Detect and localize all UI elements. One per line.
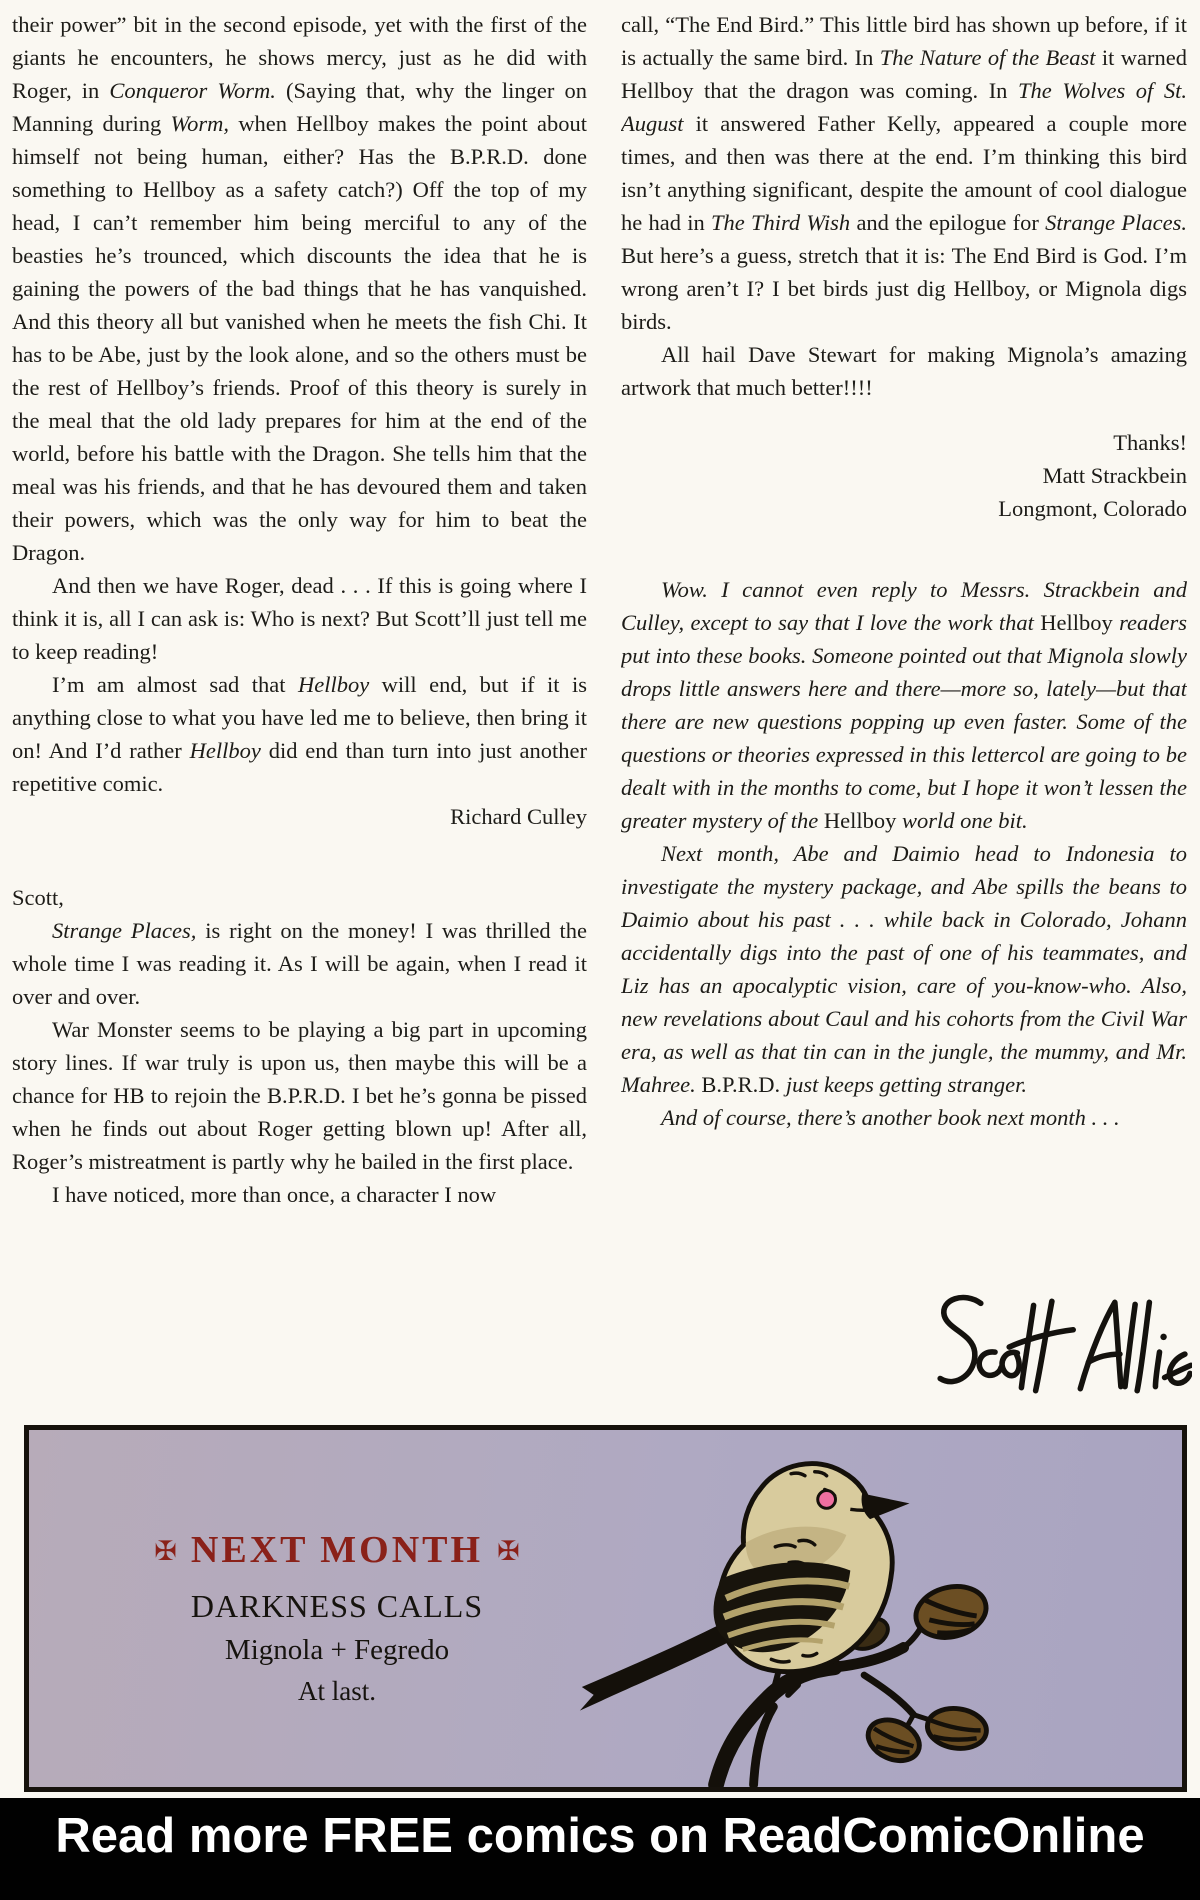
next-month-title: NEXT MONTH — [190, 1529, 484, 1571]
paragraph: Strange Places, is right on the money! I was thrilled the whole time I was reading it. As I will be again, when I read it over and over. — [12, 918, 587, 1009]
paragraph: Matt Strackbein — [1042, 463, 1187, 488]
paragraph: I’m am almost sad that Hellboy will end, but if it is anything close to what you have led me to believe, then bring it on! And I’d rather Hellboy did end than turn into just another repetitive comic. — [12, 672, 587, 796]
paragraph: War Monster seems to be playing a big part in upcoming story lines. If war truly is upon us, then maybe this will be a chance for HB to rejoin the B.P.R.D. I bet he’s gonna be pissed when he finds out about Roger getting blown up! After all, Roger’s mistreatment is partly why he bailed in the first place. — [12, 1017, 587, 1174]
banner-text[interactable]: Read more FREE comics on ReadComicOnline — [55, 1809, 1145, 1863]
paragraph: Next month, Abe and Daimio head to Indonesia to investigate the mystery package, and Abe spills the beans to Daimio about his past . . . while back in Colorado, Johann accidentally digs into the past of one of his teammates, and Liz has an apocalyptic vision, care of you-know-who. Also, new revelations about Caul and his cohorts from the Civil War era, as well as that tin can in the jungle, the mummy, and Mr. Mahree. B.P.R.D. just keeps getting stranger. — [621, 841, 1187, 1097]
letters-column-right — [621, 8, 1187, 1415]
paragraph: Wow. I cannot even reply to Messrs. Strackbein and Culley, except to say that I love the work that Hellboy readers put into these books. Someone pointed out that Mignola slowly drops little answers here and there—more so, lately—but that there are new questions popping up even faster. Some of the questions or theories expressed in this lettercol are going to be dealt with in the months to come, but I hope it won’t lessen the greater mystery of the Hellboy world one bit. — [621, 577, 1187, 833]
paragraph: Longmont, Colorado — [998, 496, 1187, 521]
paragraph: Scott, — [12, 885, 64, 910]
paragraph: Thanks! — [1113, 430, 1187, 455]
maltese-cross-icon: ✠ — [154, 1536, 177, 1566]
next-month-box — [24, 1425, 1187, 1792]
paragraph: All hail Dave Stewart for making Mignola’s amazing artwork that much better!!!! — [621, 342, 1187, 400]
paragraph: their power” bit in the second episode, yet with the first of the giants he encounters, he shows mercy, just as he did with Roger, in Conqueror Worm. (Saying that, why the linger on Manning during Worm, when Hellboy makes the point about himself not being human, either? Has the B.P.R.D. done something to Hellboy as a safety catch?) Off the top of my head, I can’t remember him being merciful to any of the beasties he’s trounced, which discounts the idea that he is gaining the powers of the bad things that he has vanquished. And this theory all but vanished when he meets the fish Chi. It has to be Abe, just by the look alone, and so the others must be the rest of Hellboy’s friends. Proof of this theory is surely in the meal that the old lady prepares for him at the end of the world, before his battle with the Dragon. She tells him that the meal was his friends, and that he has devoured them and taken their powers, which was the only way for him to beat the Dragon. — [12, 12, 587, 565]
paragraph: I have noticed, more than once, a character I now — [52, 1182, 497, 1207]
next-month-book-title: DARKNESS CALLS — [190, 1588, 484, 1624]
maltese-cross-icon: ✠ — [497, 1536, 520, 1566]
readcomiconline-banner[interactable] — [0, 1798, 1200, 1900]
paragraph: call, “The End Bird.” This little bird has shown up before, if it is actually the same bird. In The Nature of the Beast it warned Hellboy that the dragon was coming. In The Wolves of St. August it answered Father Kelly, appeared a couple more times, and then was there at the end. I’m thinking this bird isn’t anything significant, despite the amount of cool dialogue he had in The Third Wish and the epilogue for Strange Places. But here’s a guess, stretch that it is: The End Bird is God. I’m wrong aren’t I? I bet birds just dig Hellboy, or Mignola digs birds. — [621, 12, 1187, 334]
paragraph: And then we have Roger, dead . . . If this is going where I think it is, all I can ask is: Who is next? But Scott’ll just tell me to keep reading! — [12, 573, 587, 664]
next-month-heading — [107, 1528, 567, 1572]
paragraph: Richard Culley — [450, 804, 587, 829]
letters-column-left — [12, 8, 587, 1415]
paragraph: And of course, there’s another book next month . . . — [661, 1105, 1120, 1130]
next-month-tagline: At last. — [298, 1676, 376, 1706]
scott-allie-signature — [928, 1288, 1192, 1402]
next-month-creators: Mignola + Fegredo — [224, 1634, 450, 1666]
next-month-text-block — [107, 1528, 567, 1707]
bird-illustration — [568, 1430, 1180, 1787]
